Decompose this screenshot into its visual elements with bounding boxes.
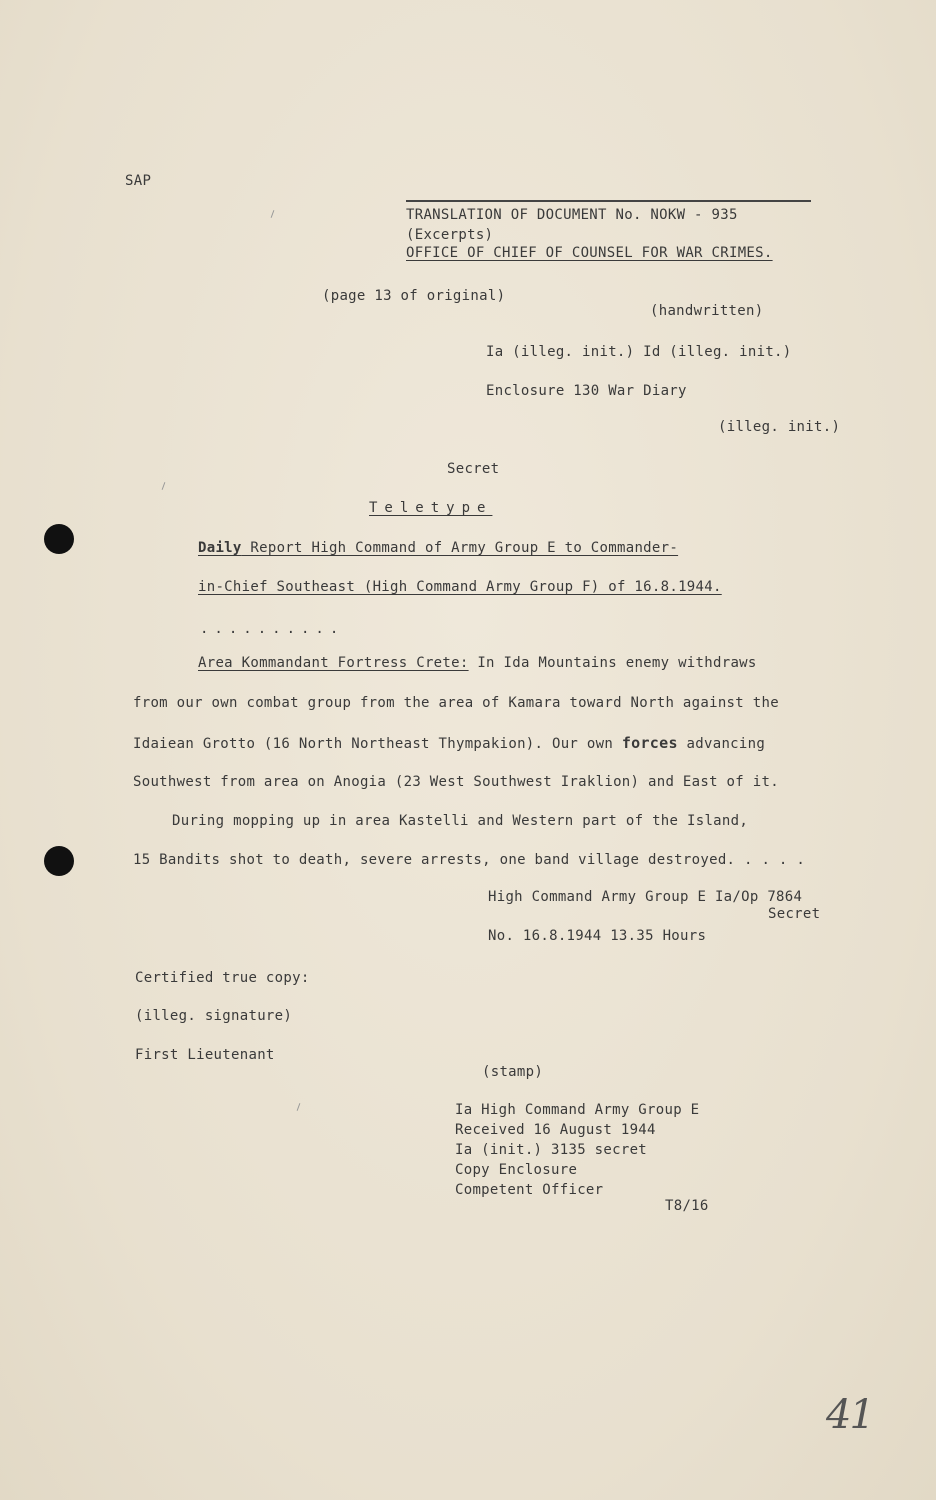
stamp-line-5: Competent Officer xyxy=(455,1182,604,1198)
punch-hole-top xyxy=(44,524,74,554)
body-line-4: Southwest from area on Anogia (23 West Southwest Iraklion) and East of it. xyxy=(133,774,779,790)
sender-initials: SAP xyxy=(125,173,152,189)
stamp-line-1: Ia High Command Army Group E xyxy=(455,1102,700,1118)
classification-secret: Secret xyxy=(447,461,500,477)
certification-rank: First Lieutenant xyxy=(135,1047,275,1063)
body-line-5: During mopping up in area Kastelli and Western part of the Island, xyxy=(172,813,749,829)
translation-title: TRANSLATION OF DOCUMENT No. NOKW - 935 xyxy=(406,207,738,223)
punch-hole-bottom xyxy=(44,846,74,876)
body-line-3-a: Idaiean Grotto (16 North Northeast Thympakion). Our own xyxy=(133,736,622,752)
teletype-heading: Teletype xyxy=(369,500,493,516)
signoff-date: No. 16.8.1944 13.35 Hours xyxy=(488,928,707,944)
certification-signature: (illeg. signature) xyxy=(135,1008,293,1024)
body-line-1-rest: In Ida Mountains enemy withdraws xyxy=(468,655,757,671)
body-line-1 xyxy=(198,654,757,672)
ellipsis-dots: .......... xyxy=(200,621,345,637)
paper-mark xyxy=(297,1103,301,1111)
header-rule xyxy=(406,200,811,202)
enclosure-line: Enclosure 130 War Diary xyxy=(486,383,687,399)
stamp-label: (stamp) xyxy=(482,1064,544,1080)
office-line: OFFICE OF CHIEF OF COUNSEL FOR WAR CRIMES. xyxy=(406,245,773,261)
report-title-daily: Daily xyxy=(198,540,242,556)
reference-code: T8/16 xyxy=(665,1198,709,1214)
report-title-line1-rest: Report High Command of Army Group E to Commander- xyxy=(241,540,679,556)
paper-mark xyxy=(271,210,275,218)
stamp-line-4: Copy Enclosure xyxy=(455,1162,578,1178)
page-reference: (page 13 of original) xyxy=(322,288,506,304)
body-line-3-forces: forces xyxy=(621,734,678,752)
body-line-3-c: advancing xyxy=(677,736,766,752)
body-line-6: 15 Bandits shot to death, severe arrests, one band village destroyed. . . . . xyxy=(133,852,806,868)
illegible-initials: (illeg. init.) xyxy=(718,419,841,435)
signoff-secret: Secret xyxy=(768,906,821,922)
certification-line-1: Certified true copy: xyxy=(135,970,310,986)
stamp-line-3: Ia (init.) 3135 secret xyxy=(455,1142,648,1158)
paper-mark xyxy=(162,482,166,490)
excerpts-label: (Excerpts) xyxy=(406,227,494,243)
report-title-line2: in-Chief Southeast (High Command Army Group F) of 16.8.1944. xyxy=(198,579,722,595)
handwritten-page-number: 41 xyxy=(826,1392,873,1438)
signoff-line-1: High Command Army Group E Ia/Op 7864 xyxy=(488,889,803,905)
stamp-line-2: Received 16 August 1944 xyxy=(455,1122,656,1138)
body-line-2: from our own combat group from the area of Kamara toward North against the xyxy=(133,695,779,711)
area-heading: Area Kommandant Fortress Crete: xyxy=(198,655,469,671)
handwritten-note: (handwritten) xyxy=(650,303,764,319)
initials-line: Ia (illeg. init.) Id (illeg. init.) xyxy=(486,344,792,360)
report-title-line1 xyxy=(198,539,678,557)
body-line-3 xyxy=(133,734,765,753)
